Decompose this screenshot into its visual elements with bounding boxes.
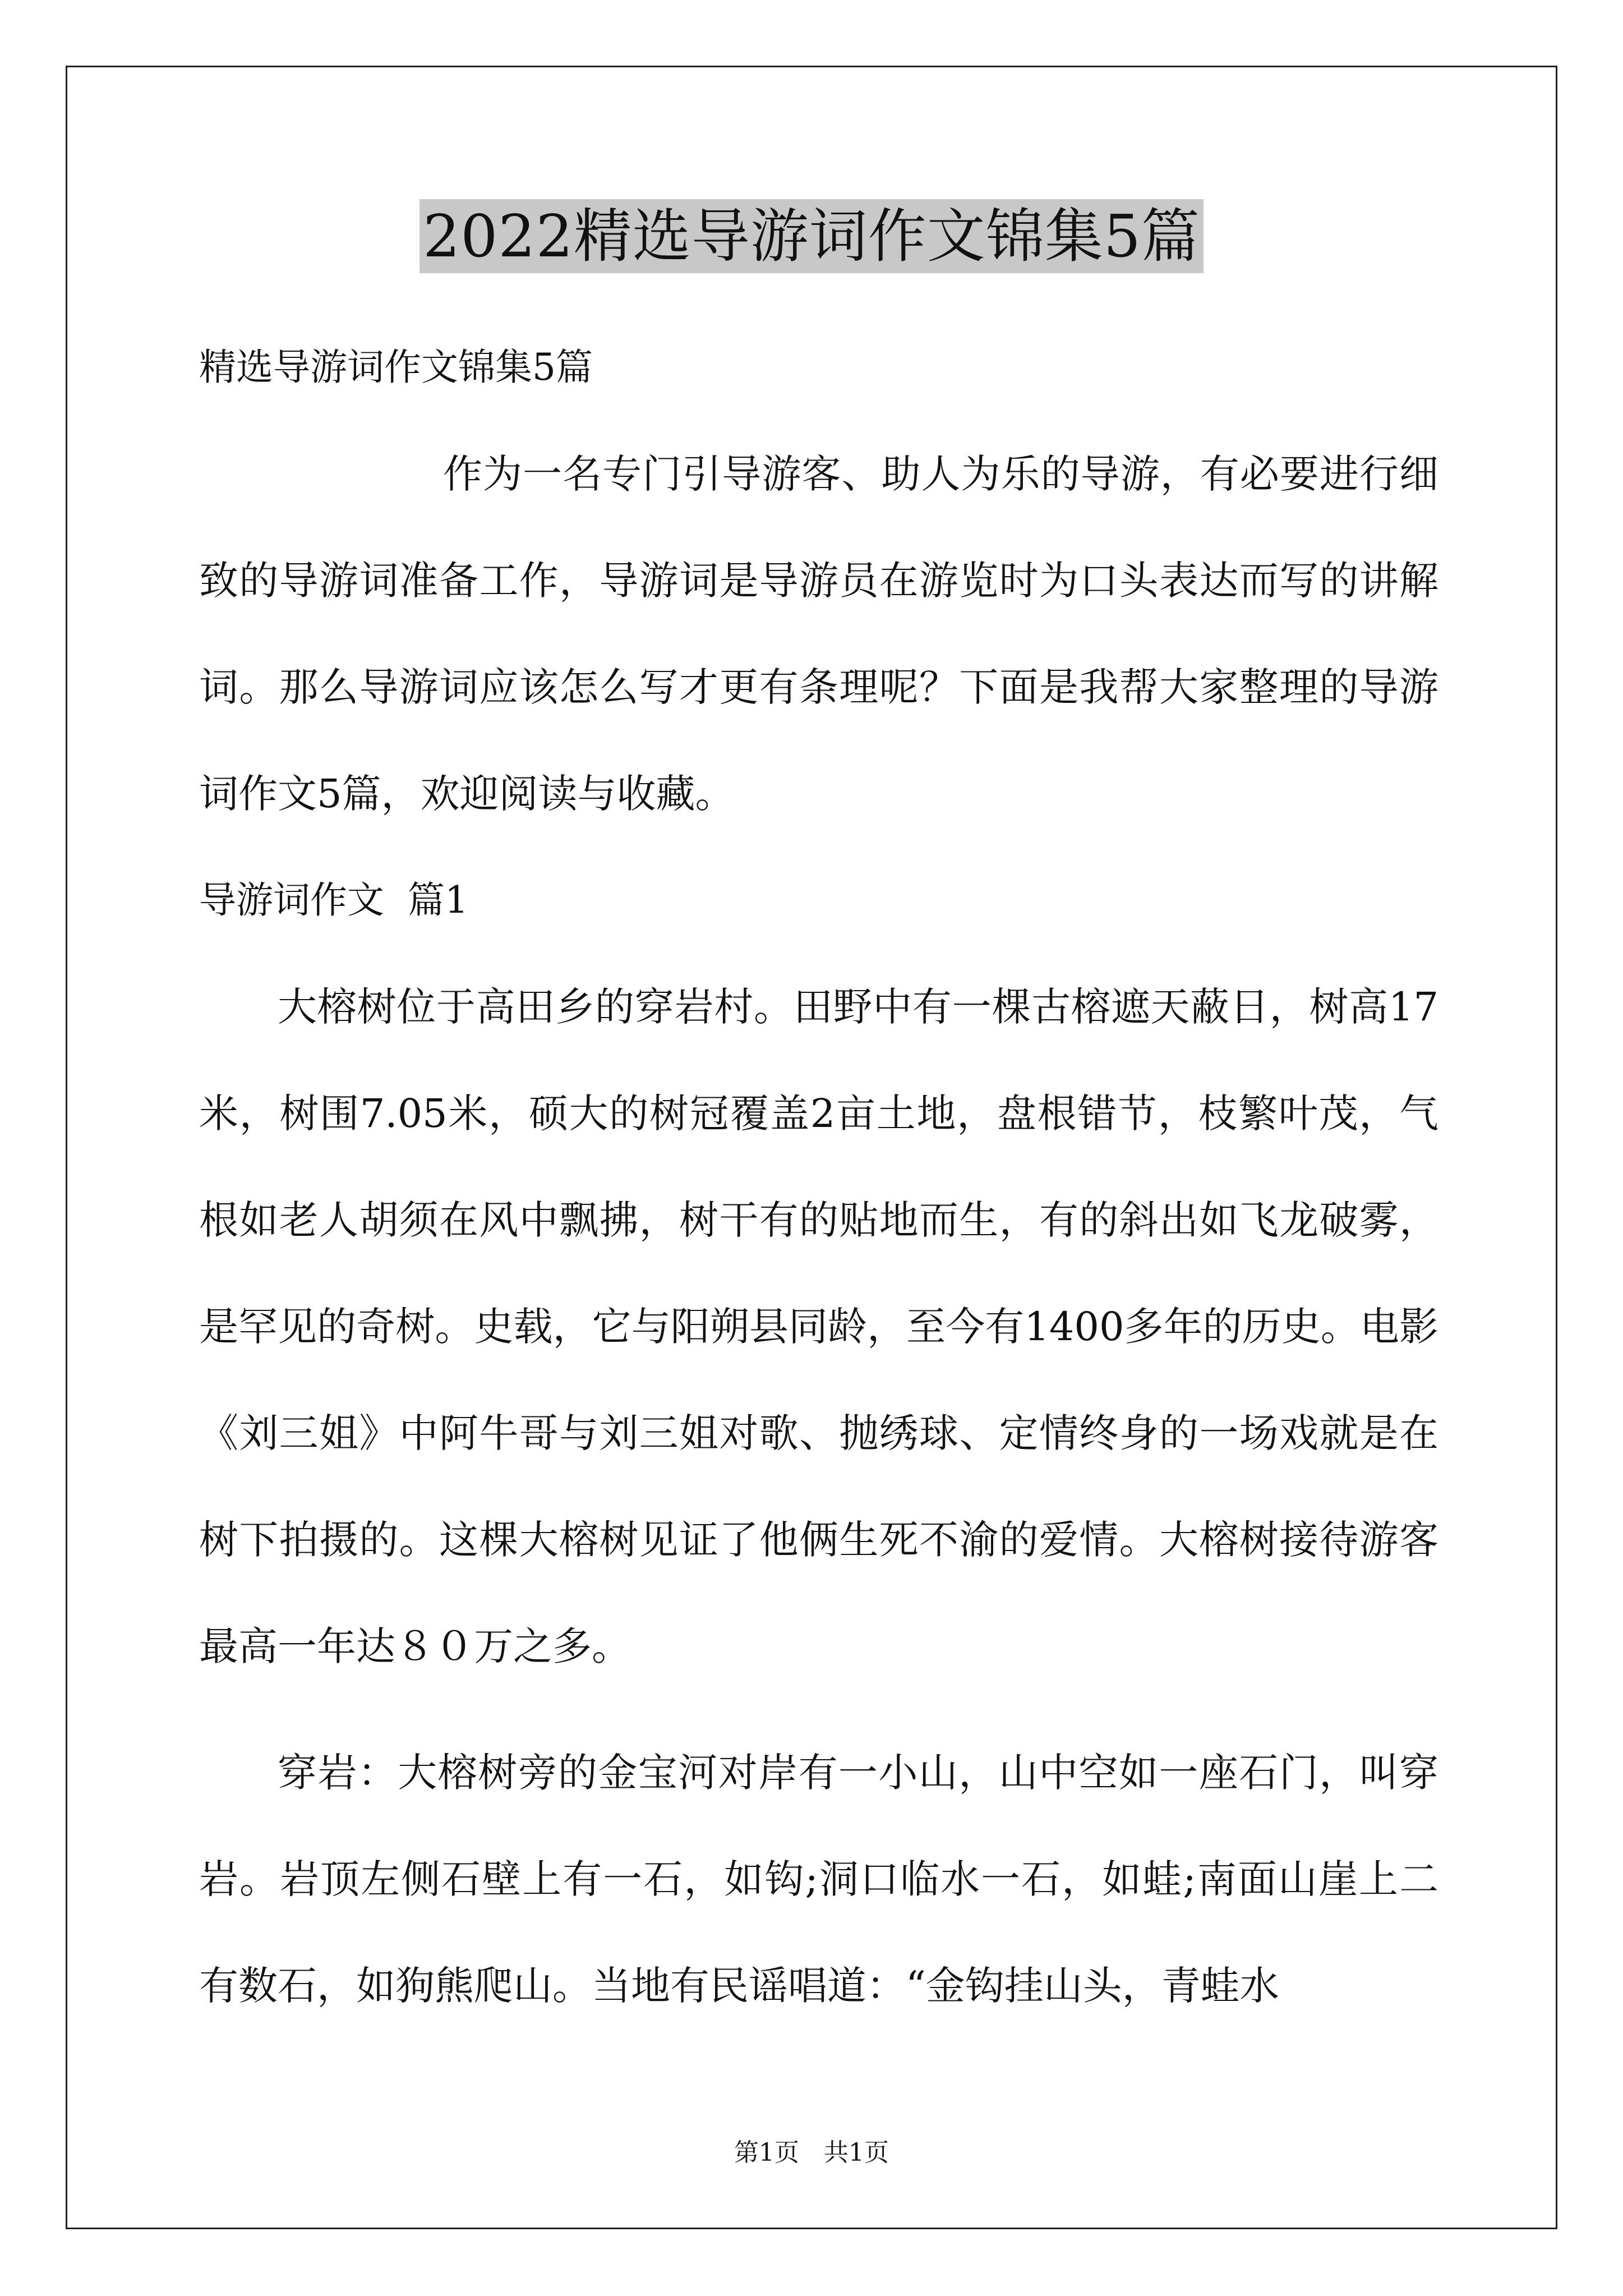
title-wrap (0, 199, 1623, 273)
intro-paragraph: 作为一名专门引导游客、助人为乐的导游，有必要进行细致的导游词准备工作，导游词是导游员在游览时为口头表达而写的讲解词。那么导游词应该怎么写才更有条理呢？下面是我帮大家整理的导游词作文5篇，欢迎阅读与收藏。 (199, 451, 1438, 817)
document-title: 2022精选导游词作文锦集5篇 (419, 199, 1204, 273)
section-heading: 导游词作文 篇1 (199, 878, 468, 922)
document-body (199, 314, 1438, 2039)
body-paragraph-1: 大榕树位于高田乡的穿岩村。田野中有一棵古榕遮天蔽日，树高17米，树围7.05米，硕大的树冠覆盖2亩土地，盘根错节，枝繁叶茂，气根如老人胡须在风中飘拂，树干有的贴地而生，有的斜出如飞龙破雾，是罕见的奇树。史载，它与阳朔县同龄，至今有1400多年的历史。电影《刘三姐》中阿牛哥与刘三姐对歌、抛绣球、定情终身的一场戏就是在树下拍摄的。这棵大榕树见证了他俩生死不渝的爱情。大榕树接待游客最高一年达８０万之多。 (199, 984, 1438, 1669)
page-footer: 第1页 共1页 (734, 2138, 889, 2167)
document-subtitle: 精选导游词作文锦集5篇 (199, 346, 593, 389)
body-paragraph-2: 穿岩：大榕树旁的金宝河对岸有一小山，山中空如一座石门，叫穿岩。岩顶左侧石壁上有一石，如钩;洞口临水一石，如蛙;南面山崖上二有数石，如狗熊爬山。当地有民谣唱道：“金钩挂山头，青蛙水 (199, 1750, 1438, 2009)
